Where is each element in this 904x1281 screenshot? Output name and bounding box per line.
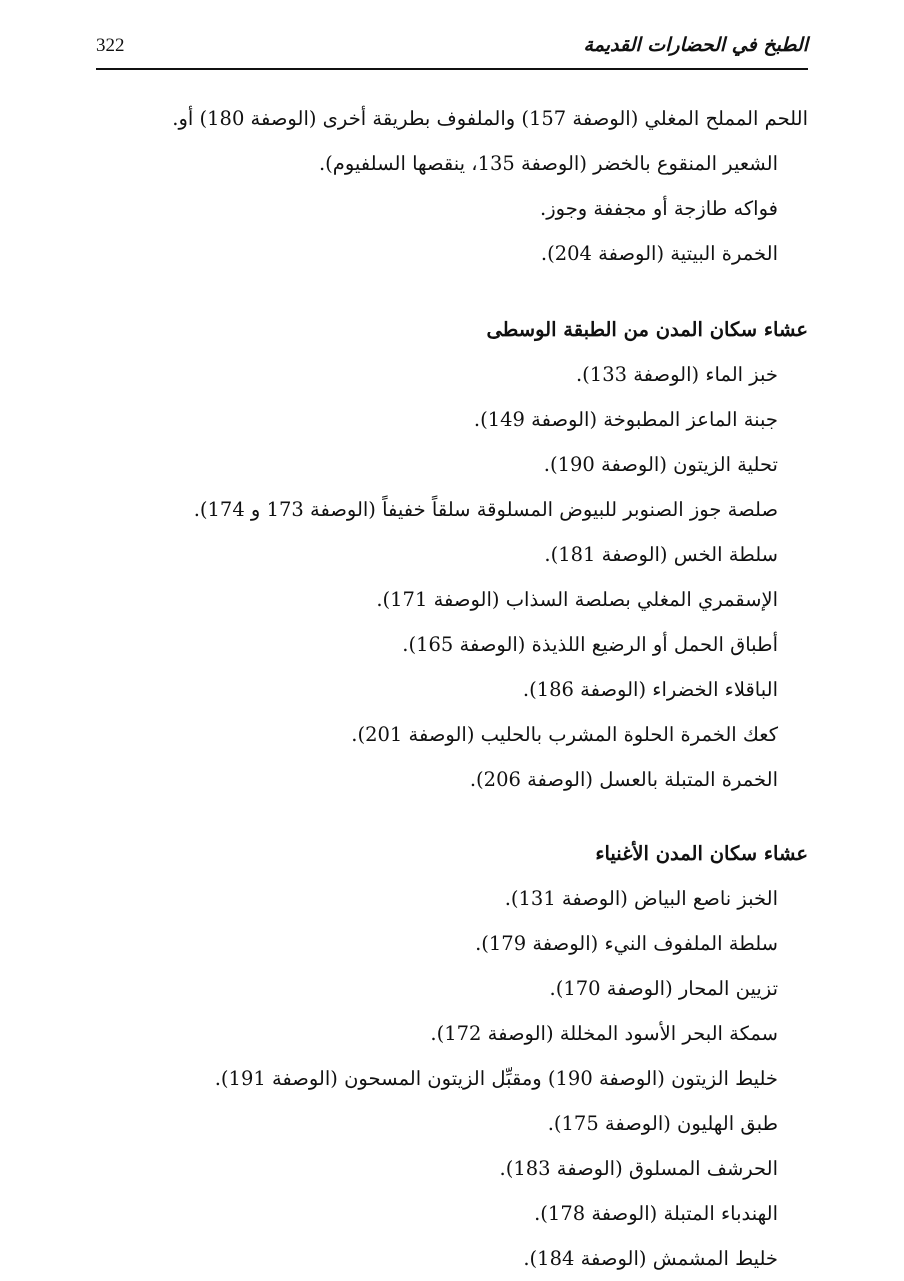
section-spacer (96, 802, 808, 831)
list-item: خبز الماء (الوصفة 133). (575, 363, 778, 386)
list-item: الحرشف المسلوق (الوصفة 183). (499, 1157, 778, 1180)
page-number: 322 (96, 35, 125, 56)
list-item: الباقلاء الخضراء (الوصفة 186). (522, 678, 778, 701)
list-item: الخبز ناصع البياض (الوصفة 131). (504, 887, 778, 910)
list-item: صلصة جوز الصنوبر للبيوض المسلوقة سلقاً خفيفاً (الوصفة 173 و 174). (193, 498, 778, 521)
list-item: تزيين المحار (الوصفة 170). (549, 977, 778, 1000)
list-item: خليط المشمش (الوصفة 184). (523, 1247, 778, 1270)
list-item: تحلية الزيتون (الوصفة 190). (543, 453, 778, 476)
page-body (96, 96, 808, 1281)
list-item: الشعير المنقوع بالخضر (الوصفة 135، ينقصها السلفيوم). (318, 152, 778, 175)
list-item: الإسقمري المغلي بصلصة السذاب (الوصفة 171). (376, 588, 778, 611)
list-item: الخمرة البيتية (الوصفة 204). (540, 242, 778, 265)
header-rule (96, 68, 808, 70)
section-heading-middle-class: عشاء سكان المدن من الطبقة الوسطى (486, 318, 808, 341)
list-item: أطباق الحمل أو الرضيع اللذيذة (الوصفة 165). (402, 633, 778, 656)
list-item: اللحم المملح المغلي (الوصفة 157) والملفوف بطريقة أخرى (الوصفة 180) أو. (172, 107, 808, 130)
list-item: الخمرة المتبلة بالعسل (الوصفة 206). (469, 768, 778, 791)
list-item: فواكه طازجة أو مجففة وجوز. (540, 197, 778, 220)
running-title: الطبخ في الحضارات القديمة (583, 34, 808, 56)
list-item: خليط الزيتون (الوصفة 190) ومقبِّل الزيتون المسحون (الوصفة 191). (214, 1067, 778, 1090)
list-item: سمكة البحر الأسود المخللة (الوصفة 172). (430, 1022, 778, 1045)
intro-list (96, 96, 808, 276)
middle-class-list (96, 352, 808, 802)
list-item: طبق الهليون (الوصفة 175). (547, 1112, 778, 1135)
list-item: سلطة الخس (الوصفة 181). (544, 543, 778, 566)
section-heading-rich: عشاء سكان المدن الأغنياء (595, 842, 808, 865)
rich-list (96, 876, 808, 1281)
list-item: الهندباء المتبلة (الوصفة 178). (534, 1202, 778, 1225)
section-spacer (96, 276, 808, 307)
running-header (96, 28, 808, 64)
list-item: جبنة الماعز المطبوخة (الوصفة 149). (473, 408, 778, 431)
list-item: سلطة الملفوف النيء (الوصفة 179). (475, 932, 778, 955)
list-item: كعك الخمرة الحلوة المشرب بالحليب (الوصفة 201). (351, 723, 778, 746)
